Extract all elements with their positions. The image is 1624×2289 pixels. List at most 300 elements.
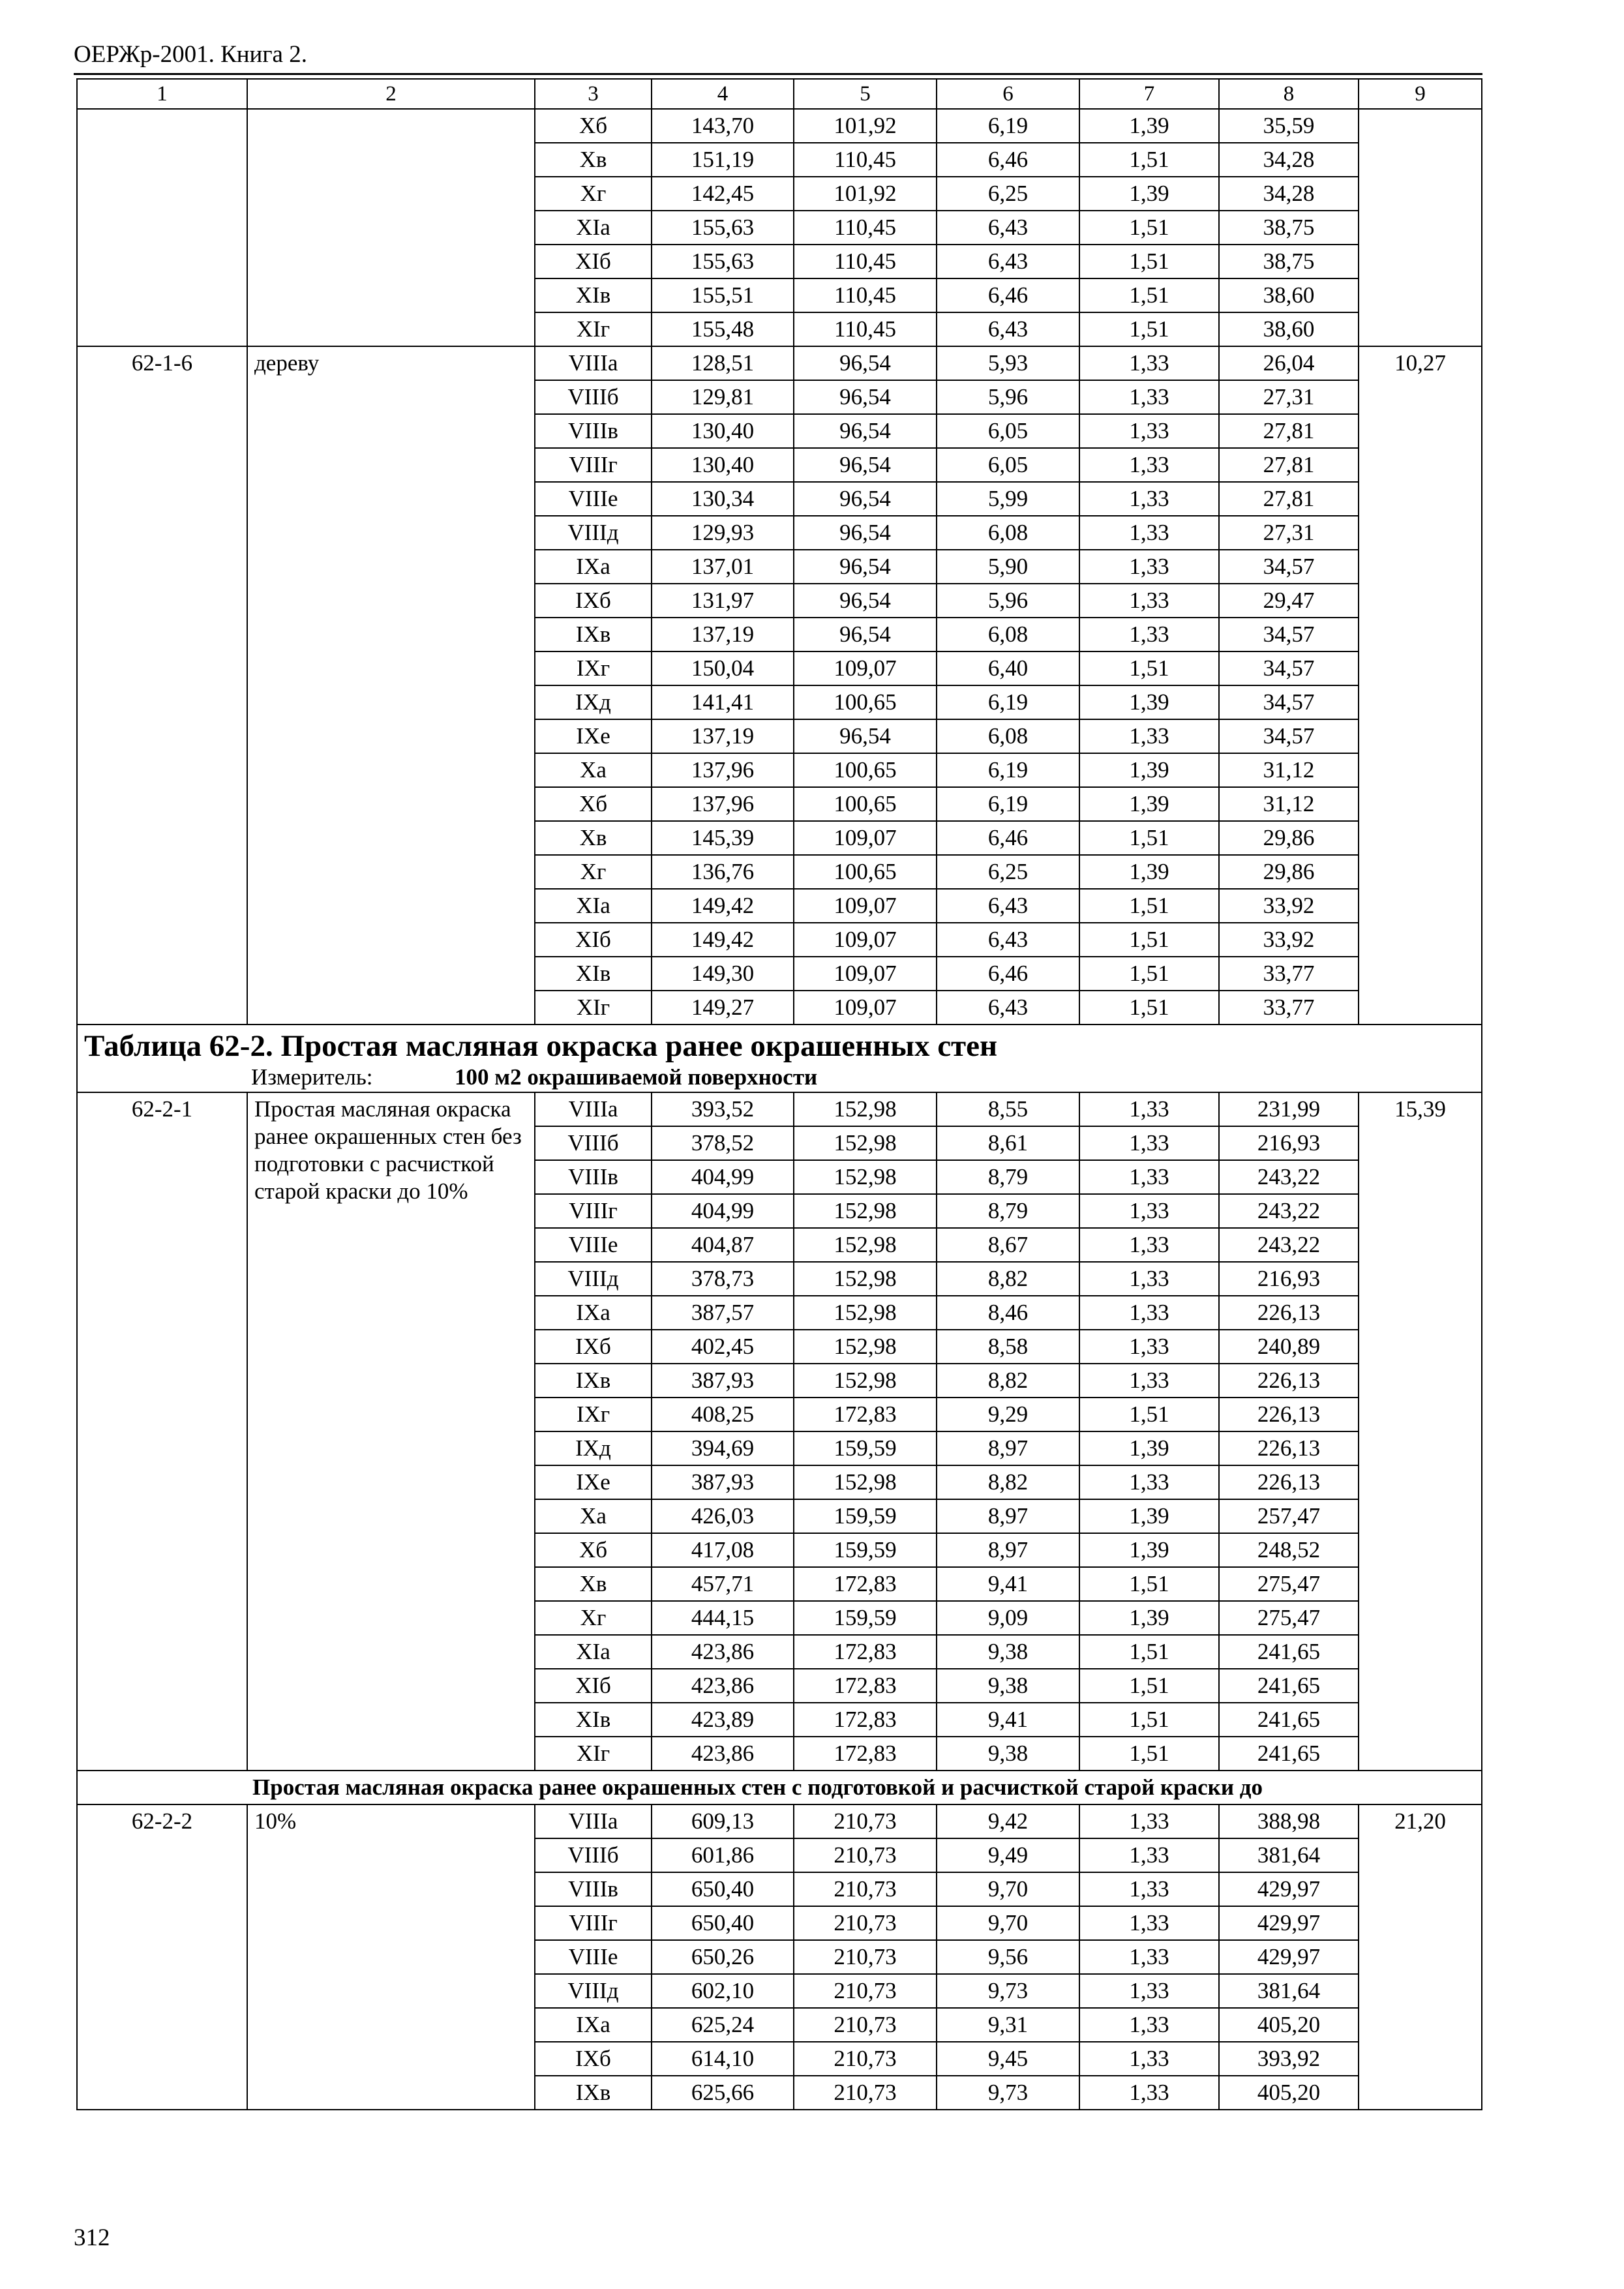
cell-col-4: 625,24 <box>652 2008 794 2042</box>
cell-col-5: 159,59 <box>794 1499 937 1533</box>
cell-col-5: 210,73 <box>794 1872 937 1906</box>
cell-col-3: IXа <box>535 550 652 584</box>
table-row <box>77 1804 1482 1838</box>
cell-col-5: 159,59 <box>794 1533 937 1567</box>
cell-col-7: 1,39 <box>1079 1601 1219 1635</box>
cell-col-5: 172,83 <box>794 1703 937 1737</box>
table-row <box>77 109 1482 143</box>
cell-col-7: 1,33 <box>1079 1296 1219 1330</box>
cell-col-8: 275,47 <box>1219 1601 1359 1635</box>
cell-col-3: Xб <box>535 1533 652 1567</box>
cell-col-4: 378,52 <box>652 1126 794 1160</box>
cell-col-3: VIIIд <box>535 1262 652 1296</box>
work-description: дереву <box>247 346 535 1025</box>
cell-col-5: 110,45 <box>794 143 937 177</box>
cell-col-3: XIа <box>535 211 652 245</box>
cell-col-3: IXа <box>535 1296 652 1330</box>
column-number: 8 <box>1219 79 1359 109</box>
cell-col-5: 172,83 <box>794 1669 937 1703</box>
cell-col-5: 96,54 <box>794 482 937 516</box>
work-description: Простая масляная окраска ранее окрашенных стен без подготовки с расчисткой старой краски до 10% <box>247 1092 535 1771</box>
cell-col-3: IXа <box>535 2008 652 2042</box>
cell-col-7: 1,39 <box>1079 753 1219 787</box>
cell-col-4: 137,19 <box>652 618 794 651</box>
cell-col-3: Xа <box>535 753 652 787</box>
cell-col-6: 6,46 <box>937 957 1079 991</box>
column-number: 7 <box>1079 79 1219 109</box>
cell-col-5: 172,83 <box>794 1737 937 1771</box>
cell-col-7: 1,33 <box>1079 1160 1219 1194</box>
cell-col-5: 172,83 <box>794 1635 937 1669</box>
cell-col-7: 1,51 <box>1079 889 1219 923</box>
cell-col-7: 1,33 <box>1079 516 1219 550</box>
cell-col-7: 1,51 <box>1079 278 1219 312</box>
unit-line <box>84 1063 1475 1092</box>
cell-col-8: 226,13 <box>1219 1398 1359 1431</box>
cell-col-3: VIIIг <box>535 1906 652 1940</box>
cell-col-3: XIа <box>535 1635 652 1669</box>
cell-col-3: VIIIе <box>535 1228 652 1262</box>
cell-col-7: 1,33 <box>1079 2076 1219 2110</box>
cell-col-6: 6,25 <box>937 177 1079 211</box>
cell-col-8: 27,81 <box>1219 448 1359 482</box>
cell-col-8: 257,47 <box>1219 1499 1359 1533</box>
cell-col-6: 5,90 <box>937 550 1079 584</box>
table-body <box>77 79 1482 2110</box>
cell-col-8: 241,65 <box>1219 1737 1359 1771</box>
cell-col-5: 159,59 <box>794 1601 937 1635</box>
cell-col-6: 9,70 <box>937 1872 1079 1906</box>
cell-col-7: 1,51 <box>1079 1669 1219 1703</box>
cell-col-8: 33,92 <box>1219 889 1359 923</box>
cell-col-7: 1,33 <box>1079 380 1219 414</box>
rate-code: 62-2-1 <box>77 1092 247 1771</box>
cell-col-3: VIIIг <box>535 448 652 482</box>
cell-col-4: 423,86 <box>652 1737 794 1771</box>
cell-col-5: 152,98 <box>794 1160 937 1194</box>
cell-col-8: 393,92 <box>1219 2042 1359 2076</box>
cell-col-8: 226,13 <box>1219 1296 1359 1330</box>
cell-col-8: 29,86 <box>1219 855 1359 889</box>
cell-col-5: 100,65 <box>794 787 937 821</box>
cell-col-8: 34,57 <box>1219 685 1359 719</box>
cell-col-5: 109,07 <box>794 889 937 923</box>
cell-col-7: 1,33 <box>1079 1364 1219 1398</box>
cell-col-5: 159,59 <box>794 1431 937 1465</box>
cell-col-7: 1,51 <box>1079 312 1219 346</box>
cell-col-8: 34,28 <box>1219 143 1359 177</box>
cell-col-7: 1,51 <box>1079 1398 1219 1431</box>
cell-col-5: 109,07 <box>794 821 937 855</box>
cell-col-8: 241,65 <box>1219 1635 1359 1669</box>
cell-col-5: 152,98 <box>794 1194 937 1228</box>
cell-col-6: 5,96 <box>937 584 1079 618</box>
cell-col-6: 8,55 <box>937 1092 1079 1126</box>
cell-col-7: 1,33 <box>1079 1126 1219 1160</box>
cell-col-8: 38,75 <box>1219 245 1359 278</box>
cell-col-8: 35,59 <box>1219 109 1359 143</box>
cell-col-8: 33,77 <box>1219 991 1359 1025</box>
cell-col-6: 8,61 <box>937 1126 1079 1160</box>
cell-col-8: 34,57 <box>1219 651 1359 685</box>
cell-col-8: 248,52 <box>1219 1533 1359 1567</box>
cell-col-8: 34,57 <box>1219 550 1359 584</box>
cell-col-4: 417,08 <box>652 1533 794 1567</box>
cell-col-6: 6,46 <box>937 821 1079 855</box>
cell-col-3: XIб <box>535 245 652 278</box>
rate-code: 62-2-2 <box>77 1804 247 2110</box>
cell-col-7: 1,51 <box>1079 1567 1219 1601</box>
coefficient <box>1359 109 1482 346</box>
cell-col-8: 241,65 <box>1219 1703 1359 1737</box>
cell-col-4: 457,71 <box>652 1567 794 1601</box>
cell-col-4: 136,76 <box>652 855 794 889</box>
cell-col-6: 9,09 <box>937 1601 1079 1635</box>
cell-col-5: 109,07 <box>794 923 937 957</box>
cell-col-6: 8,67 <box>937 1228 1079 1262</box>
cell-col-5: 210,73 <box>794 1940 937 1974</box>
cell-col-6: 6,05 <box>937 448 1079 482</box>
cell-col-7: 1,39 <box>1079 685 1219 719</box>
cell-col-6: 6,46 <box>937 278 1079 312</box>
cell-col-7: 1,33 <box>1079 1262 1219 1296</box>
column-number: 9 <box>1359 79 1482 109</box>
header-rule <box>74 73 1482 75</box>
cell-col-5: 96,54 <box>794 584 937 618</box>
cell-col-6: 6,46 <box>937 143 1079 177</box>
cell-col-7: 1,33 <box>1079 1906 1219 1940</box>
cell-col-4: 141,41 <box>652 685 794 719</box>
cell-col-4: 145,39 <box>652 821 794 855</box>
cell-col-4: 423,86 <box>652 1669 794 1703</box>
cell-col-4: 402,45 <box>652 1330 794 1364</box>
cell-col-7: 1,33 <box>1079 1330 1219 1364</box>
cell-col-5: 96,54 <box>794 380 937 414</box>
cell-col-8: 38,75 <box>1219 211 1359 245</box>
cell-col-5: 100,65 <box>794 685 937 719</box>
cell-col-4: 155,51 <box>652 278 794 312</box>
cell-col-6: 6,19 <box>937 753 1079 787</box>
table-heading: Таблица 62-2. Простая масляная окраска ранее окрашенных стен <box>84 1029 998 1063</box>
cell-col-4: 142,45 <box>652 177 794 211</box>
cell-col-5: 96,54 <box>794 618 937 651</box>
column-number: 5 <box>794 79 937 109</box>
table-heading-cell <box>77 1025 1482 1092</box>
cell-col-5: 110,45 <box>794 312 937 346</box>
cell-col-4: 137,01 <box>652 550 794 584</box>
cell-col-7: 1,33 <box>1079 346 1219 380</box>
cell-col-5: 101,92 <box>794 177 937 211</box>
cell-col-7: 1,33 <box>1079 482 1219 516</box>
cell-col-8: 405,20 <box>1219 2008 1359 2042</box>
cell-col-7: 1,33 <box>1079 618 1219 651</box>
cell-col-8: 31,12 <box>1219 787 1359 821</box>
cell-col-3: IXе <box>535 719 652 753</box>
cell-col-6: 6,43 <box>937 889 1079 923</box>
cell-col-7: 1,39 <box>1079 1431 1219 1465</box>
cell-col-7: 1,33 <box>1079 550 1219 584</box>
cell-col-4: 137,19 <box>652 719 794 753</box>
cell-col-7: 1,51 <box>1079 1635 1219 1669</box>
cell-col-6: 6,43 <box>937 923 1079 957</box>
cell-col-5: 96,54 <box>794 448 937 482</box>
cell-col-5: 210,73 <box>794 2008 937 2042</box>
cell-col-4: 149,42 <box>652 923 794 957</box>
cell-col-4: 128,51 <box>652 346 794 380</box>
cell-col-5: 96,54 <box>794 516 937 550</box>
cell-col-4: 387,93 <box>652 1465 794 1499</box>
cell-col-4: 393,52 <box>652 1092 794 1126</box>
cell-col-7: 1,39 <box>1079 109 1219 143</box>
cell-col-7: 1,39 <box>1079 787 1219 821</box>
cell-col-4: 131,97 <box>652 584 794 618</box>
cell-col-8: 29,47 <box>1219 584 1359 618</box>
cell-col-7: 1,33 <box>1079 1940 1219 1974</box>
cell-col-3: Xа <box>535 1499 652 1533</box>
cell-col-7: 1,33 <box>1079 1092 1219 1126</box>
cell-col-8: 226,13 <box>1219 1431 1359 1465</box>
cell-col-6: 9,38 <box>937 1669 1079 1703</box>
cell-col-3: VIIIб <box>535 1126 652 1160</box>
cell-col-4: 423,86 <box>652 1635 794 1669</box>
cell-col-3: IXг <box>535 1398 652 1431</box>
cell-col-6: 8,79 <box>937 1160 1079 1194</box>
cell-col-7: 1,33 <box>1079 1228 1219 1262</box>
cell-col-8: 429,97 <box>1219 1872 1359 1906</box>
cell-col-6: 6,19 <box>937 787 1079 821</box>
cell-col-8: 34,57 <box>1219 618 1359 651</box>
cell-col-3: VIIIа <box>535 1804 652 1838</box>
cell-col-7: 1,51 <box>1079 651 1219 685</box>
cell-col-3: IXб <box>535 2042 652 2076</box>
cell-col-6: 6,05 <box>937 414 1079 448</box>
cell-col-3: IXг <box>535 651 652 685</box>
rate-code <box>77 109 247 346</box>
cell-col-3: VIIIе <box>535 482 652 516</box>
cell-col-3: IXд <box>535 685 652 719</box>
cell-col-7: 1,39 <box>1079 855 1219 889</box>
cell-col-7: 1,39 <box>1079 177 1219 211</box>
cell-col-4: 130,40 <box>652 414 794 448</box>
cell-col-3: IXб <box>535 584 652 618</box>
cell-col-7: 1,51 <box>1079 991 1219 1025</box>
cell-col-5: 100,65 <box>794 753 937 787</box>
cell-col-3: VIIIв <box>535 1160 652 1194</box>
cell-col-4: 149,42 <box>652 889 794 923</box>
cell-col-6: 6,19 <box>937 685 1079 719</box>
cell-col-7: 1,51 <box>1079 923 1219 957</box>
cell-col-4: 130,40 <box>652 448 794 482</box>
cell-col-7: 1,51 <box>1079 957 1219 991</box>
cell-col-8: 34,57 <box>1219 719 1359 753</box>
cell-col-6: 6,43 <box>937 211 1079 245</box>
cell-col-6: 6,43 <box>937 991 1079 1025</box>
cell-col-5: 210,73 <box>794 1974 937 2008</box>
cell-col-4: 378,73 <box>652 1262 794 1296</box>
cell-col-4: 129,81 <box>652 380 794 414</box>
cell-col-6: 9,45 <box>937 2042 1079 2076</box>
cell-col-6: 9,70 <box>937 1906 1079 1940</box>
cell-col-6: 6,25 <box>937 855 1079 889</box>
cell-col-7: 1,33 <box>1079 584 1219 618</box>
cell-col-8: 243,22 <box>1219 1228 1359 1262</box>
cell-col-4: 394,69 <box>652 1431 794 1465</box>
column-number: 2 <box>247 79 535 109</box>
cell-col-4: 387,93 <box>652 1364 794 1398</box>
cell-col-3: VIIIв <box>535 414 652 448</box>
cell-col-8: 34,28 <box>1219 177 1359 211</box>
cell-col-8: 33,92 <box>1219 923 1359 957</box>
work-description <box>247 109 535 346</box>
cell-col-4: 650,40 <box>652 1906 794 1940</box>
cell-col-3: Xг <box>535 177 652 211</box>
cell-col-6: 8,79 <box>937 1194 1079 1228</box>
coefficient: 15,39 <box>1359 1092 1482 1771</box>
cell-col-7: 1,51 <box>1079 211 1219 245</box>
cell-col-6: 8,97 <box>937 1533 1079 1567</box>
cell-col-3: Xг <box>535 1601 652 1635</box>
cell-col-3: IXв <box>535 1364 652 1398</box>
cell-col-4: 137,96 <box>652 753 794 787</box>
cell-col-4: 155,63 <box>652 245 794 278</box>
cell-col-5: 210,73 <box>794 1838 937 1872</box>
cell-col-6: 9,29 <box>937 1398 1079 1431</box>
cell-col-8: 29,86 <box>1219 821 1359 855</box>
cell-col-5: 172,83 <box>794 1567 937 1601</box>
rate-code: 62-1-6 <box>77 346 247 1025</box>
cell-col-3: XIг <box>535 1737 652 1771</box>
subheading-row <box>77 1771 1482 1804</box>
cell-col-5: 110,45 <box>794 278 937 312</box>
cell-col-4: 149,30 <box>652 957 794 991</box>
cell-col-7: 1,33 <box>1079 1804 1219 1838</box>
cell-col-6: 6,40 <box>937 651 1079 685</box>
cell-col-8: 405,20 <box>1219 2076 1359 2110</box>
cell-col-4: 143,70 <box>652 109 794 143</box>
cell-col-5: 152,98 <box>794 1296 937 1330</box>
cell-col-5: 110,45 <box>794 245 937 278</box>
cell-col-3: IXв <box>535 2076 652 2110</box>
cell-col-7: 1,33 <box>1079 1465 1219 1499</box>
cell-col-4: 602,10 <box>652 1974 794 2008</box>
cell-col-5: 210,73 <box>794 2076 937 2110</box>
cell-col-3: IXе <box>535 1465 652 1499</box>
cell-col-5: 109,07 <box>794 651 937 685</box>
cell-col-6: 9,73 <box>937 2076 1079 2110</box>
cell-col-7: 1,33 <box>1079 448 1219 482</box>
cell-col-8: 226,13 <box>1219 1364 1359 1398</box>
cell-col-3: Xб <box>535 109 652 143</box>
cell-col-6: 9,73 <box>937 1974 1079 2008</box>
cell-col-6: 8,58 <box>937 1330 1079 1364</box>
cell-col-7: 1,51 <box>1079 1703 1219 1737</box>
cell-col-5: 210,73 <box>794 1804 937 1838</box>
cell-col-3: VIIIд <box>535 516 652 550</box>
cell-col-8: 27,31 <box>1219 380 1359 414</box>
cell-col-7: 1,33 <box>1079 1872 1219 1906</box>
cell-col-3: VIIIд <box>535 1974 652 2008</box>
cell-col-5: 96,54 <box>794 414 937 448</box>
column-number: 3 <box>535 79 652 109</box>
cell-col-8: 216,93 <box>1219 1126 1359 1160</box>
cell-col-5: 109,07 <box>794 957 937 991</box>
cell-col-8: 38,60 <box>1219 278 1359 312</box>
table-row <box>77 1092 1482 1126</box>
cell-col-6: 8,97 <box>937 1431 1079 1465</box>
cell-col-3: XIа <box>535 889 652 923</box>
cell-col-3: Xв <box>535 821 652 855</box>
cell-col-8: 388,98 <box>1219 1804 1359 1838</box>
cell-col-4: 151,19 <box>652 143 794 177</box>
cell-col-3: XIв <box>535 278 652 312</box>
cell-col-5: 152,98 <box>794 1262 937 1296</box>
cell-col-5: 110,45 <box>794 211 937 245</box>
cell-col-6: 9,38 <box>937 1737 1079 1771</box>
cell-col-6: 9,38 <box>937 1635 1079 1669</box>
cell-col-3: IXв <box>535 618 652 651</box>
cell-col-5: 172,83 <box>794 1398 937 1431</box>
table-row <box>77 346 1482 380</box>
cell-col-4: 404,99 <box>652 1194 794 1228</box>
cell-col-8: 243,22 <box>1219 1194 1359 1228</box>
cell-col-5: 210,73 <box>794 1906 937 1940</box>
cell-col-8: 27,31 <box>1219 516 1359 550</box>
cell-col-7: 1,51 <box>1079 821 1219 855</box>
cell-col-5: 210,73 <box>794 2042 937 2076</box>
cell-col-7: 1,51 <box>1079 245 1219 278</box>
unit-label: Измеритель: <box>251 1064 373 1090</box>
cell-col-8: 226,13 <box>1219 1465 1359 1499</box>
cell-col-4: 614,10 <box>652 2042 794 2076</box>
cell-col-6: 5,93 <box>937 346 1079 380</box>
cell-col-4: 650,40 <box>652 1872 794 1906</box>
cell-col-5: 101,92 <box>794 109 937 143</box>
cell-col-4: 155,48 <box>652 312 794 346</box>
column-number-row <box>77 79 1482 109</box>
cell-col-8: 381,64 <box>1219 1974 1359 2008</box>
cell-col-7: 1,33 <box>1079 1838 1219 1872</box>
cell-col-8: 429,97 <box>1219 1940 1359 1974</box>
cell-col-6: 8,46 <box>937 1296 1079 1330</box>
cell-col-4: 423,89 <box>652 1703 794 1737</box>
cell-col-4: 444,15 <box>652 1601 794 1635</box>
cell-col-4: 387,57 <box>652 1296 794 1330</box>
cell-col-4: 426,03 <box>652 1499 794 1533</box>
cell-col-7: 1,33 <box>1079 1194 1219 1228</box>
cell-col-3: VIIIб <box>535 1838 652 1872</box>
cell-col-5: 96,54 <box>794 719 937 753</box>
cell-col-5: 109,07 <box>794 991 937 1025</box>
cell-col-4: 404,99 <box>652 1160 794 1194</box>
column-number: 4 <box>652 79 794 109</box>
coefficient: 21,20 <box>1359 1804 1482 2110</box>
cell-col-5: 152,98 <box>794 1465 937 1499</box>
cell-col-6: 9,42 <box>937 1804 1079 1838</box>
cell-col-5: 96,54 <box>794 346 937 380</box>
cell-col-6: 6,08 <box>937 516 1079 550</box>
cell-col-3: VIIIа <box>535 346 652 380</box>
column-number: 6 <box>937 79 1079 109</box>
cell-col-3: VIIIа <box>535 1092 652 1126</box>
cell-col-5: 152,98 <box>794 1364 937 1398</box>
coefficient: 10,27 <box>1359 346 1482 1025</box>
cell-col-8: 243,22 <box>1219 1160 1359 1194</box>
cell-col-6: 6,08 <box>937 618 1079 651</box>
cell-col-3: Xв <box>535 143 652 177</box>
cell-col-6: 6,43 <box>937 312 1079 346</box>
cell-col-7: 1,33 <box>1079 719 1219 753</box>
cell-col-3: Xг <box>535 855 652 889</box>
